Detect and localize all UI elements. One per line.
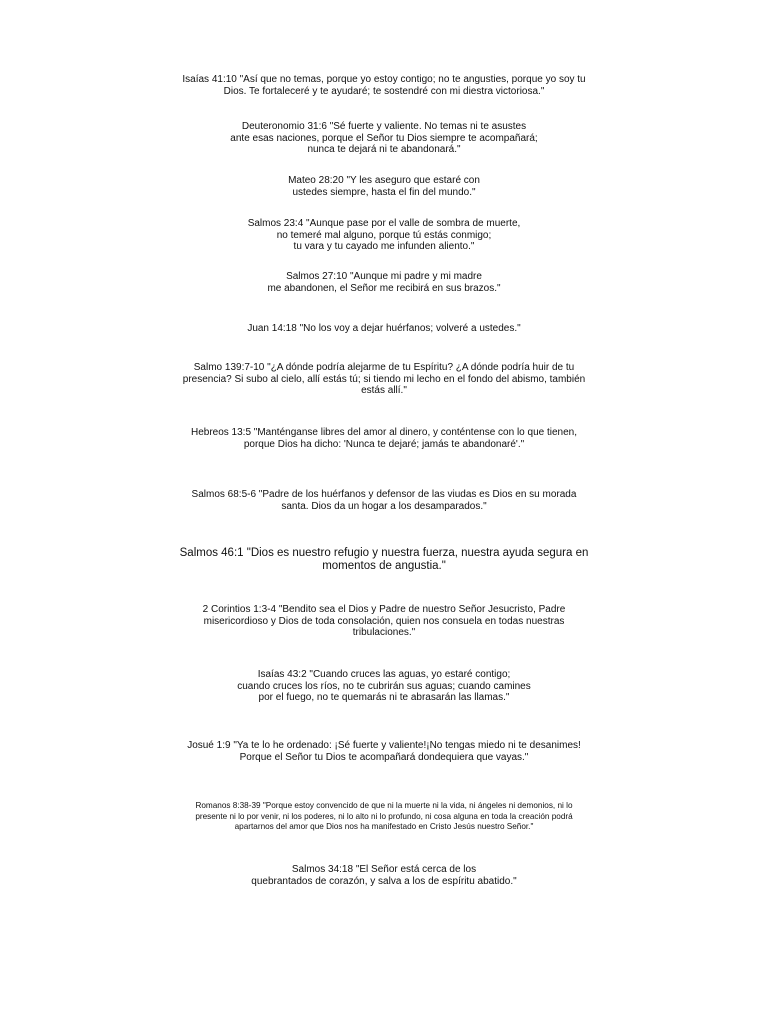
verse-line: Salmos 34:18 "El Señor está cerca de los bbox=[291, 864, 477, 875]
verse-salmos-27-10 bbox=[0, 271, 768, 294]
verse-line: nunca te dejará ni te abandonará." bbox=[307, 144, 461, 155]
verse-isaias-41-10 bbox=[0, 74, 768, 97]
verse-line: ante esas naciones, porque el Señor tu Dios siempre te acompañará; bbox=[230, 132, 538, 144]
verse-salmos-23-4 bbox=[0, 218, 768, 253]
verse-line: 2 Corintios 1:3-4 "Bendito sea el Dios y Padre de nuestro Señor Jesucristo, Padre bbox=[202, 604, 566, 615]
verse-line: Deuteronomio 31:6 "Sé fuerte y valiente. No temas ni te asustes bbox=[241, 121, 527, 132]
verse-josue-1-9 bbox=[0, 740, 768, 763]
verse-line: cuando cruces los ríos, no te cubrirán sus aguas; cuando camines bbox=[237, 680, 531, 692]
verse-line: porque Dios ha dicho: 'Nunca te dejaré; jamás te abandonaré'." bbox=[243, 438, 525, 450]
verse-line: momentos de angustia." bbox=[322, 560, 446, 572]
verse-line: tu vara y tu cayado me infunden aliento." bbox=[293, 241, 475, 252]
verse-line: presencia? Si subo al cielo, allí estás tú; si tiendo mi lecho en el fondo del abismo, también bbox=[182, 373, 586, 385]
verse-line: por el fuego, no te quemarás ni te abrasarán las llamas." bbox=[258, 692, 510, 703]
verse-deuteronomio-31-6 bbox=[0, 121, 768, 156]
verse-line: Dios. Te fortaleceré y te ayudaré; te sostendré con mi diestra victoriosa." bbox=[223, 85, 545, 97]
verse-hebreos-13-5 bbox=[0, 427, 768, 450]
verse-line: Salmos 23:4 "Aunque pase por el valle de sombra de muerte, bbox=[247, 218, 521, 229]
verse-2-corintios-1-3-4 bbox=[0, 604, 768, 639]
verse-line: quebrantados de corazón, y salva a los de espíritu abatido." bbox=[251, 875, 517, 887]
verse-line: Salmo 139:7-10 "¿A dónde podría alejarme de tu Espíritu? ¿A dónde podría huir de tu bbox=[193, 362, 575, 373]
verse-line: Romanos 8:38-39 "Porque estoy convencido de que ni la muerte ni la vida, ni ángeles ni demonios, ni lo bbox=[195, 801, 573, 810]
verse-juan-14-18 bbox=[0, 323, 768, 335]
verse-line: Salmos 68:5-6 "Padre de los huérfanos y defensor de las viudas es Dios en su morada bbox=[191, 489, 577, 500]
verse-salmos-34-18 bbox=[0, 864, 768, 887]
verse-line: no temeré mal alguno, porque tú estás conmigo; bbox=[276, 229, 492, 241]
verse-romanos-8-38-39 bbox=[0, 801, 768, 833]
verse-salmos-46-1 bbox=[0, 547, 768, 573]
verse-line: Isaías 41:10 "Así que no temas, porque yo estoy contigo; no te angusties, porque yo soy tu bbox=[182, 74, 586, 85]
verse-line: estás allí." bbox=[361, 385, 407, 396]
verse-isaias-43-2 bbox=[0, 669, 768, 704]
verse-line: ustedes siempre, hasta el fin del mundo." bbox=[292, 186, 476, 198]
verse-line: tribulaciones." bbox=[352, 627, 416, 638]
verse-line: Isaías 43:2 "Cuando cruces las aguas, yo estaré contigo; bbox=[257, 669, 511, 680]
verse-salmo-139-7-10 bbox=[0, 362, 768, 397]
verse-line: presente ni lo por venir, ni los poderes, ni lo alto ni lo profundo, ni cosa alguna en toda la creación podrá bbox=[195, 811, 573, 821]
verse-line: me abandonen, el Señor me recibirá en sus brazos." bbox=[267, 282, 501, 294]
verse-line: Porque el Señor tu Dios te acompañará dondequiera que vayas." bbox=[239, 751, 529, 763]
verse-line: Salmos 27:10 "Aunque mi padre y mi madre bbox=[286, 271, 482, 282]
verse-line: Salmos 46:1 "Dios es nuestro refugio y nuestra fuerza, nuestra ayuda segura en bbox=[179, 547, 589, 559]
verse-salmos-68-5-6 bbox=[0, 489, 768, 512]
verse-line: santa. Dios da un hogar a los desamparados." bbox=[281, 500, 487, 512]
verse-line: misericordioso y Dios de toda consolación, quien nos consuela en todas nuestras bbox=[203, 615, 565, 627]
verse-line: Juan 14:18 "No los voy a dejar huérfanos; volveré a ustedes." bbox=[247, 323, 521, 334]
verse-mateo-28-20 bbox=[0, 175, 768, 198]
verse-line: Hebreos 13:5 "Manténganse libres del amor al dinero, y conténtense con lo que tienen, bbox=[190, 427, 577, 438]
verse-line: apartarnos del amor que Dios nos ha manifestado en Cristo Jesús nuestro Señor." bbox=[234, 822, 534, 831]
verse-line: Mateo 28:20 "Y les aseguro que estaré con bbox=[288, 175, 480, 186]
verse-line: Josué 1:9 "Ya te lo he ordenado: ¡Sé fuerte y valiente!¡No tengas miedo ni te desanimes! bbox=[187, 740, 581, 751]
